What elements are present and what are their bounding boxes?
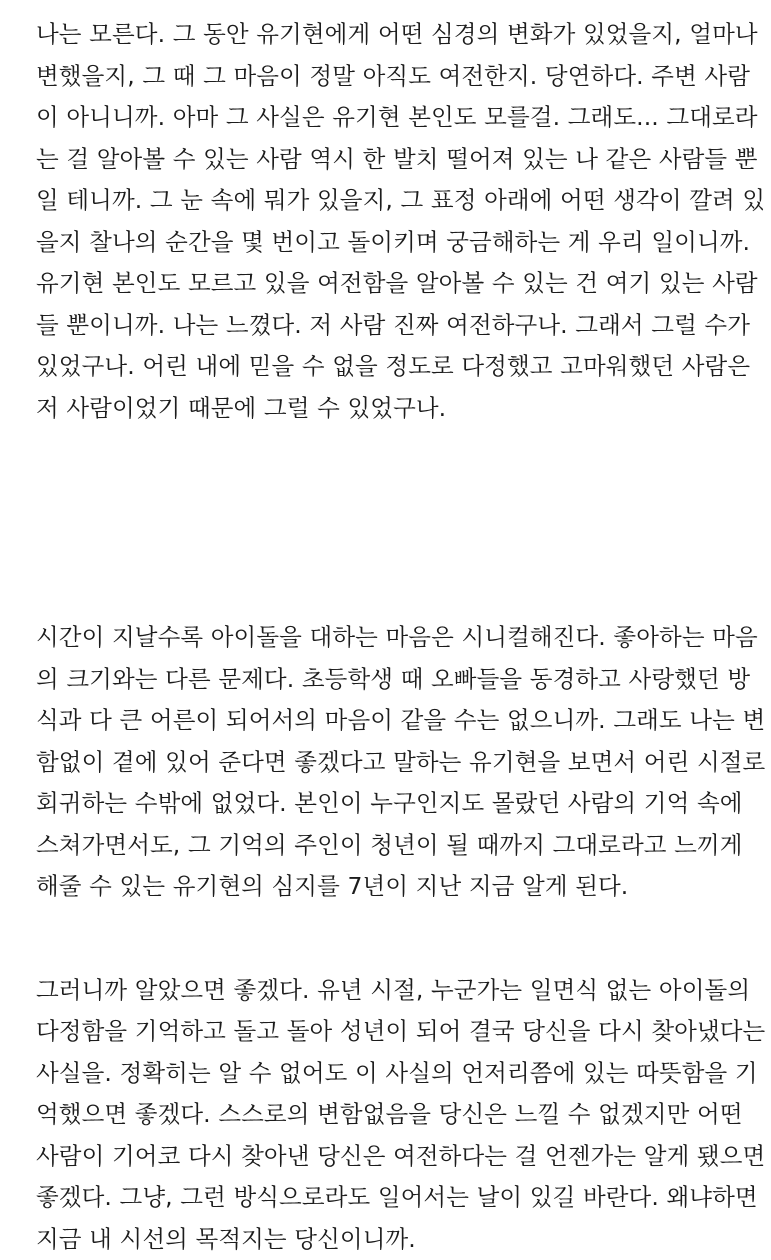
text-line: 변했을지, 그 때 그 마음이 정말 아직도 여전한지. 당연하다. 주변 사람 [36,56,748,98]
text-line: 억했으면 좋겠다. 스스로의 변함없음을 당신은 느낄 수 없겠지만 어떤 [36,1094,748,1136]
text-line: 있었구나. 어린 내에 믿을 수 없을 정도로 다정했고 고마워했던 사람은 [36,346,748,388]
text-line: 들 뿐이니까. 나는 느꼈다. 저 사람 진짜 여전하구나. 그래서 그럴 수가 [36,305,748,347]
text-line: 그러니까 알았으면 좋겠다. 유년 시절, 누군가는 일면식 없는 아이돌의 [36,970,748,1012]
text-line: 지금 내 시선의 목적지는 당신이니까. [36,1219,748,1260]
text-line: 을지 찰나의 순간을 몇 번이고 돌이키며 궁금해하는 게 우리 일이니까. [36,222,748,264]
text-line: 시간이 지날수록 아이돌을 대하는 마음은 시니컬해진다. 좋아하는 마음 [36,617,748,659]
text-line: 일 테니까. 그 눈 속에 뭐가 있을지, 그 표정 아래에 어떤 생각이 깔려 있 [36,180,748,222]
text-line: 나는 모른다. 그 동안 유기현에게 어떤 심경의 변화가 있었을지, 얼마나 [36,14,748,56]
text-line: 함없이 곁에 있어 준다면 좋겠다고 말하는 유기현을 보면서 어린 시절로 [36,742,748,784]
text-line: 스쳐가면서도, 그 기억의 주인이 청년이 될 때까지 그대로라고 느끼게 [36,825,748,867]
text-line: 사실을. 정확히는 알 수 없어도 이 사실의 언저리쯤에 있는 따뜻함을 기 [36,1053,748,1095]
paragraph-1 [36,14,748,429]
paragraph-3 [36,970,748,1260]
text-line: 저 사람이었기 때문에 그럴 수 있었구나. [36,388,748,430]
document-body [36,14,748,1260]
text-line: 사람이 기어코 다시 찾아낸 당신은 여전하다는 걸 언젠가는 알게 됐으면 [36,1136,748,1178]
text-line: 좋겠다. 그냥, 그런 방식으로라도 일어서는 날이 있길 바란다. 왜냐하면 [36,1177,748,1219]
text-line: 의 크기와는 다른 문제다. 초등학생 때 오빠들을 동경하고 사랑했던 방 [36,659,748,701]
text-line: 식과 다 큰 어른이 되어서의 마음이 같을 수는 없으니까. 그래도 나는 변 [36,700,748,742]
text-line: 해줄 수 있는 유기현의 심지를 7년이 지난 지금 알게 된다. [36,866,748,908]
text-line: 유기현 본인도 모르고 있을 여전함을 알아볼 수 있는 건 여기 있는 사람 [36,263,748,305]
text-line: 회귀하는 수밖에 없었다. 본인이 누구인지도 몰랐던 사람의 기억 속에 [36,783,748,825]
text-line: 이 아니니까. 아마 그 사실은 유기현 본인도 모를걸. 그래도... 그대로라 [36,97,748,139]
text-line: 는 걸 알아볼 수 있는 사람 역시 한 발치 떨어져 있는 나 같은 사람들 뿐 [36,139,748,181]
text-line: 다정함을 기억하고 돌고 돌아 성년이 되어 결국 당신을 다시 찾아냈다는 [36,1011,748,1053]
paragraph-2 [36,617,748,908]
